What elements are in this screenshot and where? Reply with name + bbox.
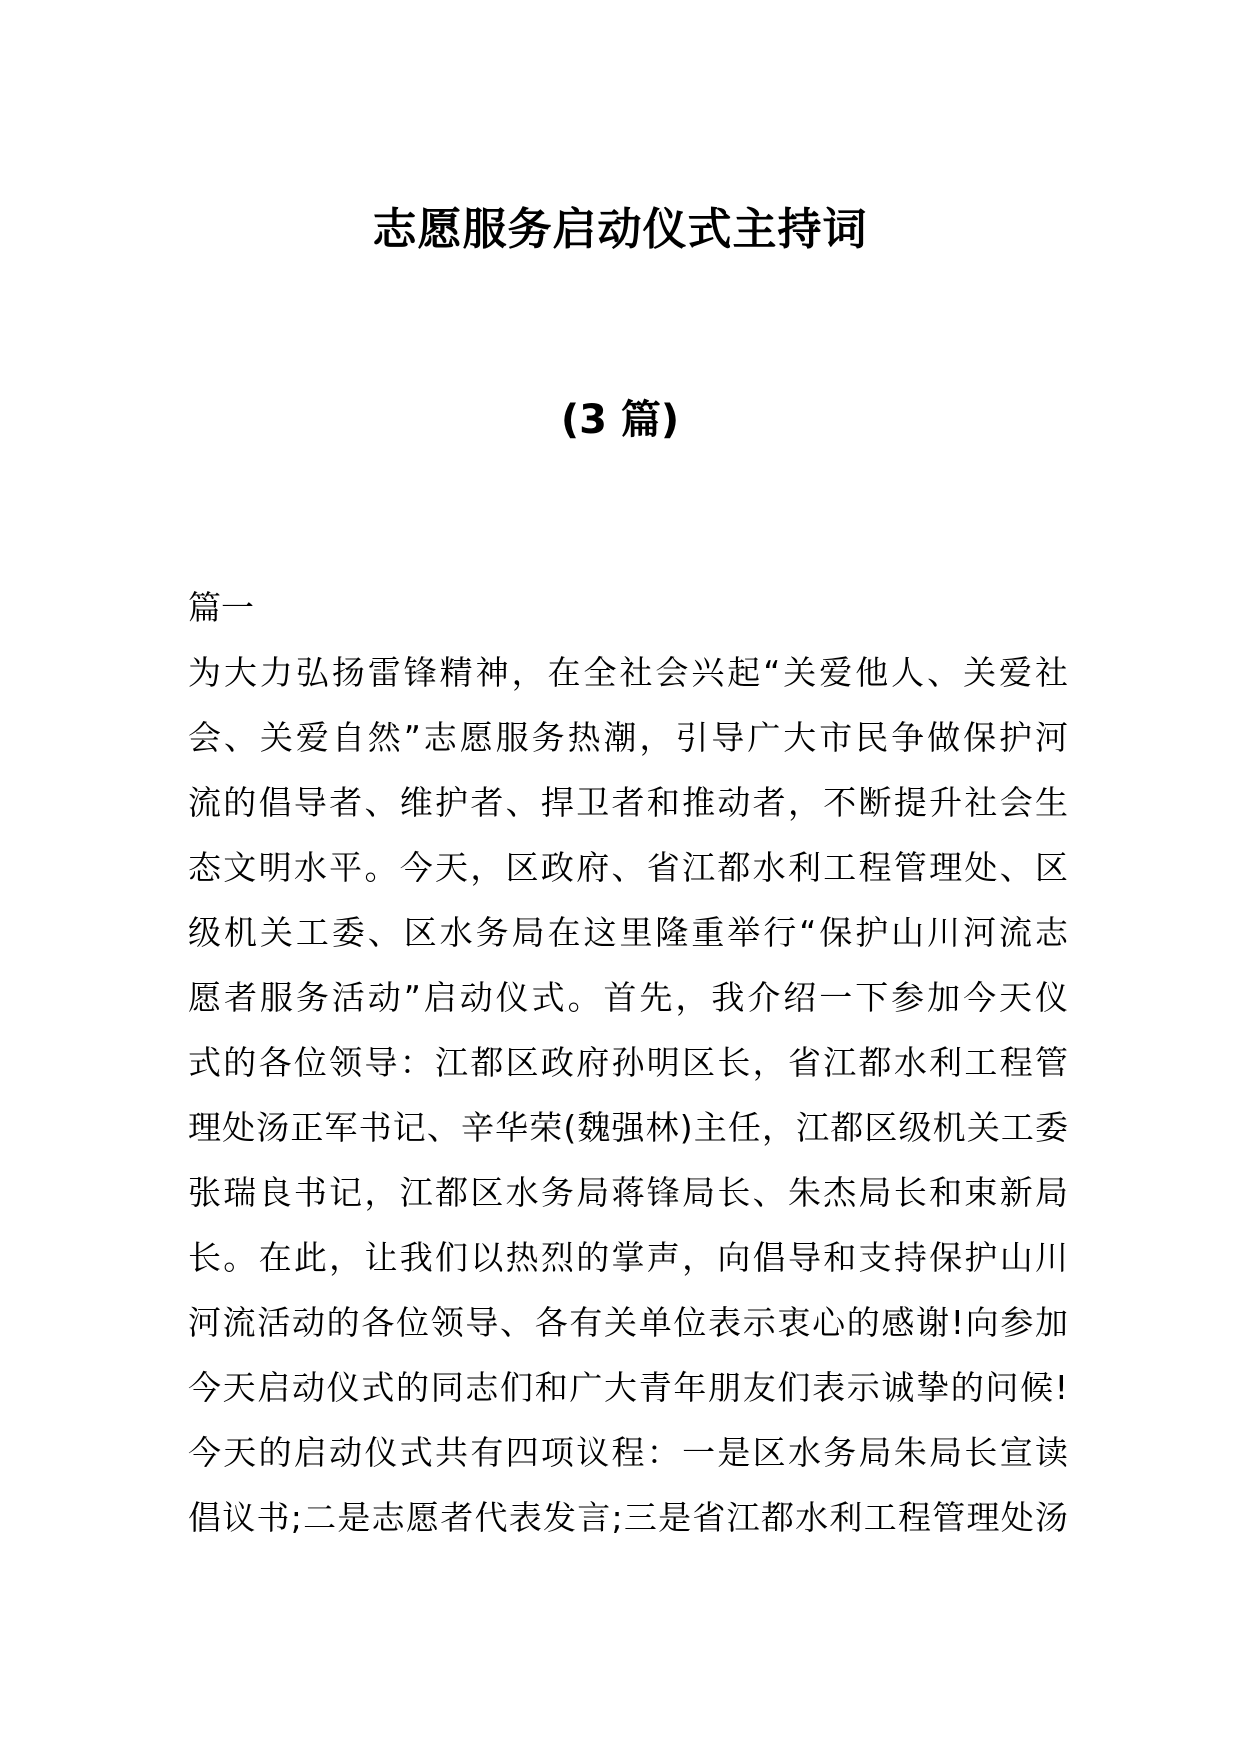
document-body — [188, 575, 1068, 1550]
paragraph-line: 今天的启动仪式共有四项议程：一是区水务局朱局长宣读 — [188, 1433, 1068, 1472]
paragraph-line: 式的各位领导：江都区政府孙明区长，省江都水利工程管 — [188, 1043, 1068, 1082]
paragraph-line: 理处汤正军书记、辛华荣(魏强林)主任，江都区级机关工委 — [188, 1108, 1068, 1147]
paragraph-line: 河流活动的各位领导、各有关单位表示衷心的感谢!向参加 — [188, 1303, 1068, 1342]
paragraph-line: 今天启动仪式的同志们和广大青年朋友们表示诚挚的问候! — [188, 1368, 1068, 1407]
paragraph-line: 流的倡导者、维护者、捍卫者和推动者，不断提升社会生 — [188, 783, 1068, 822]
paragraph-line: 态文明水平。今天，区政府、省江都水利工程管理处、区 — [188, 848, 1068, 887]
paragraph-line: 长。在此，让我们以热烈的掌声，向倡导和支持保护山川 — [188, 1238, 1068, 1277]
document-subtitle: (3 篇) — [560, 397, 680, 443]
paragraph-line: 级机关工委、区水务局在这里隆重举行“保护山川河流志 — [188, 913, 1068, 952]
paragraph-line: 倡议书;二是志愿者代表发言;三是省江都水利工程管理处汤 — [188, 1498, 1068, 1537]
document-title: 志愿服务启动仪式主持词 — [372, 204, 868, 255]
section-heading: 篇一 — [188, 588, 254, 627]
paragraph-line: 张瑞良书记，江都区水务局蒋锋局长、朱杰局长和束新局 — [188, 1173, 1068, 1212]
paragraph-line: 愿者服务活动”启动仪式。首先，我介绍一下参加今天仪 — [188, 978, 1068, 1017]
paragraph-line: 为大力弘扬雷锋精神，在全社会兴起“关爱他人、关爱社 — [188, 653, 1068, 692]
paragraph-line: 会、关爱自然”志愿服务热潮，引导广大市民争做保护河 — [188, 718, 1068, 757]
